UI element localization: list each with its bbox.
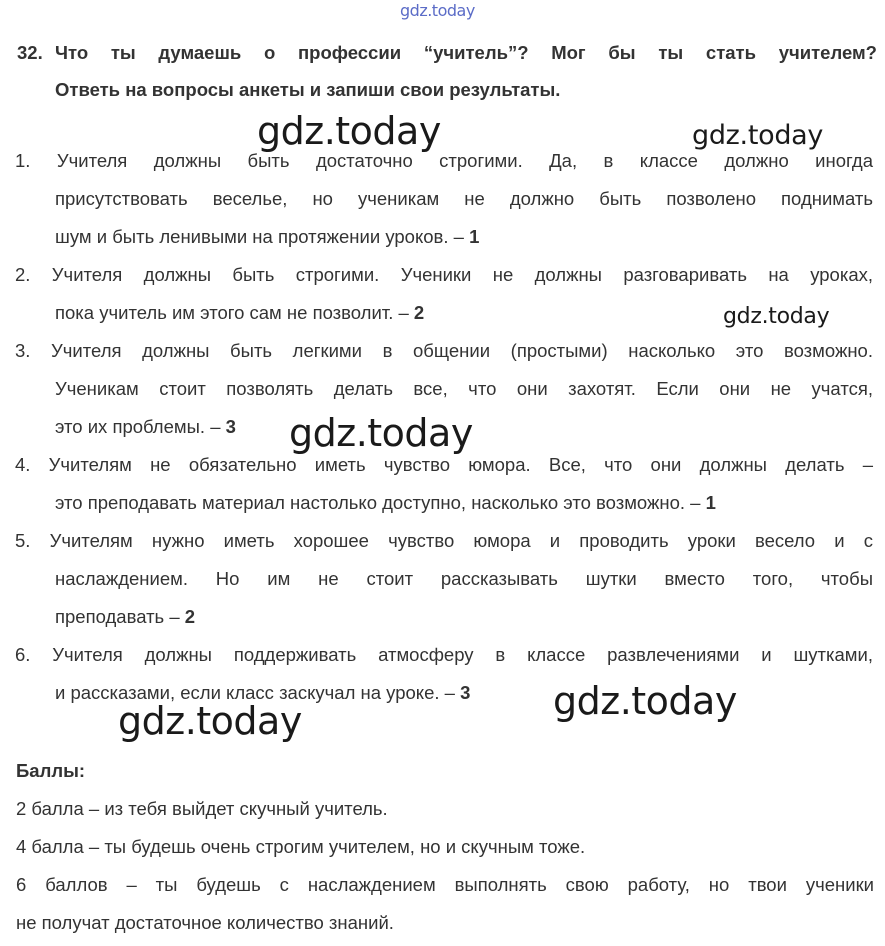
item-line: и рассказами, если класс заскучал на уроке. – 3 (55, 682, 471, 703)
item-line: 5. Учителям нужно иметь хорошее чувство юмора и проводить уроки весело и с (15, 530, 873, 551)
question-heading (17, 34, 877, 108)
item-line: 3. Учителя должны быть легкими в общении (простыми) насколько это возможно. (15, 340, 873, 361)
score-line: не получат достаточное количество знаний. (16, 912, 394, 933)
scores-heading: Баллы: (16, 760, 86, 781)
score-line: 6 баллов – ты будешь с наслаждением выполнять свою работу, но твои ученики (16, 874, 874, 895)
list-item (15, 142, 873, 256)
item-score: 1 (469, 226, 480, 247)
item-line: шум и быть ленивыми на протяжении уроков. – 1 (55, 226, 480, 247)
list-item (15, 332, 873, 446)
question-line-1 (17, 34, 877, 71)
item-line: Ученикам стоит позволять делать все, что они захотят. Если они не учатся, (55, 378, 873, 399)
item-line: 6. Учителя должны поддерживать атмосферу в классе развлечениями и шутками, (15, 644, 873, 665)
item-line: пока учитель им этого сам не позволит. – 2 (55, 302, 425, 323)
question-line-2: Ответь на вопросы анкеты и запиши свои результаты. (55, 79, 561, 100)
watermark: gdz.today (553, 679, 737, 723)
item-line: 2. Учителя должны быть строгими. Ученики не должны разговаривать на уроках, (15, 264, 873, 285)
watermark: gdz.today (723, 304, 830, 329)
watermark: gdz.today (692, 120, 824, 151)
item-line: это их проблемы. – 3 (55, 416, 236, 437)
list-item (15, 522, 873, 636)
questionnaire-list (15, 142, 873, 712)
watermark: gdz.today (257, 109, 441, 153)
item-line: 4. Учителям не обязательно иметь чувство юмора. Все, что они должны делать – (15, 454, 873, 475)
list-item (15, 446, 873, 522)
item-line: это преподавать материал настолько доступно, насколько это возможно. – 1 (55, 492, 716, 513)
question-text: Что ты думаешь о профессии “учитель”? Мог бы ты стать учителем? (55, 42, 877, 63)
watermark-top: gdz.today (400, 1, 475, 20)
item-score: 2 (413, 302, 425, 323)
score-line: 4 балла – ты будешь очень строгим учителем, но и скучным тоже. (16, 836, 586, 857)
score-line: 2 балла – из тебя выйдет скучный учитель. (16, 798, 388, 819)
scores-list (16, 790, 874, 942)
question-number: 32. (17, 42, 43, 63)
item-score: 2 (184, 606, 196, 627)
list-item (15, 256, 873, 332)
watermark: gdz.today (289, 411, 473, 455)
item-line: преподавать – 2 (55, 606, 196, 627)
watermark: gdz.today (118, 699, 302, 743)
item-line: присутствовать веселье, но ученикам не должно быть позволено поднимать (55, 188, 873, 209)
list-item (15, 636, 873, 712)
item-line: 1. Учителя должны быть достаточно строгими. Да, в классе должно иногда (15, 150, 873, 171)
item-line: наслаждением. Но им не стоит рассказывать шутки вместо того, чтобы (55, 568, 873, 589)
item-score: 3 (460, 682, 471, 703)
item-score: 1 (705, 492, 716, 513)
item-score: 3 (225, 416, 236, 437)
